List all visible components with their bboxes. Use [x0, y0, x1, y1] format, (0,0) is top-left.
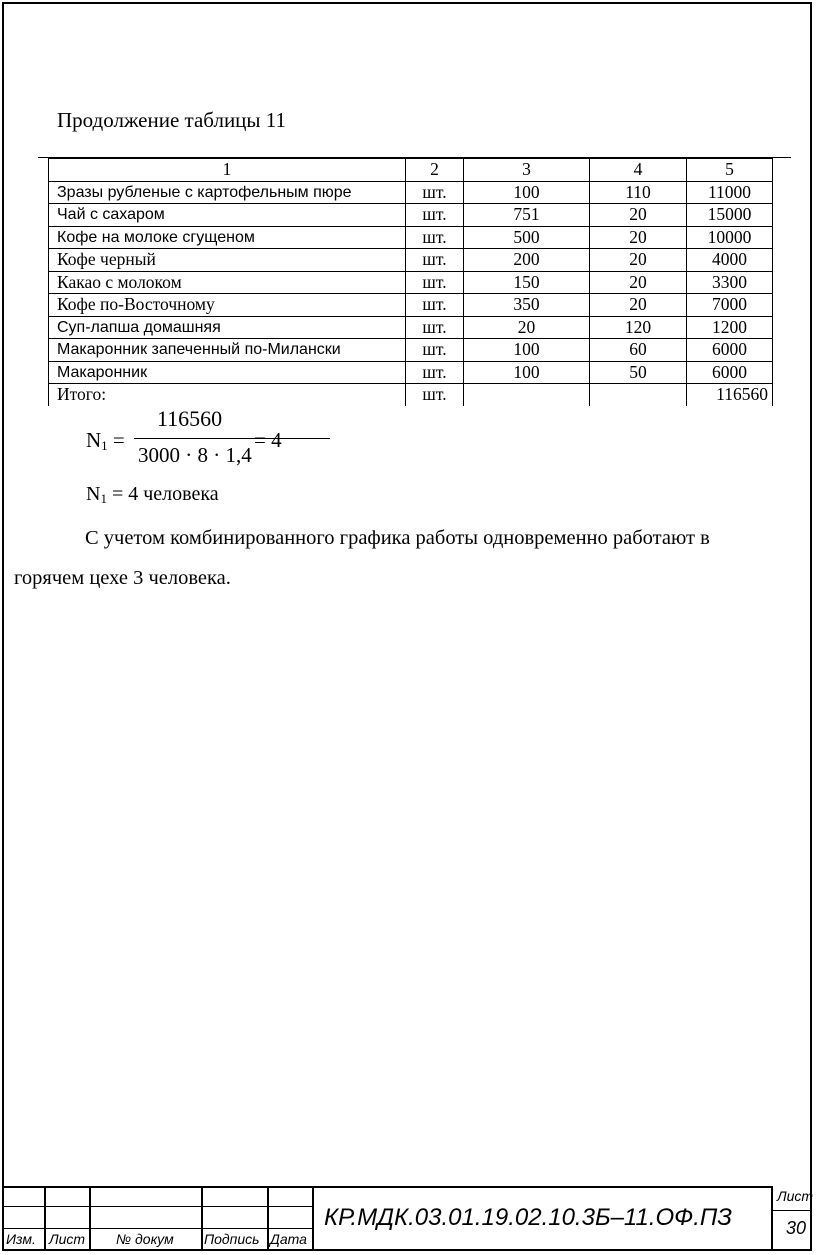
- table-row: [49, 226, 773, 249]
- formula-denominator: 3000 · 8 · 1,4: [138, 443, 252, 467]
- total-label: Итого:: [49, 384, 406, 406]
- norm-cell: 20: [590, 249, 687, 272]
- table-header-cell: 4: [590, 159, 687, 182]
- table-row: [49, 271, 773, 294]
- quantity-cell: 20: [464, 316, 590, 339]
- total-cell: 4000: [687, 249, 773, 272]
- label-doc-number: № докум: [116, 1231, 174, 1247]
- quantity-cell: 500: [464, 226, 590, 249]
- formula-result: = 4: [254, 428, 282, 452]
- dish-name: Суп-лапша домашняя: [49, 316, 406, 339]
- table-continuation-heading: Продолжение таблицы 11: [57, 108, 287, 132]
- table-row: [49, 361, 773, 384]
- unit-cell: шт.: [406, 249, 464, 272]
- dish-name: Макаронник запеченный по-Милански: [49, 339, 406, 362]
- quantity-cell: [464, 384, 590, 406]
- title-block-top-line: [2, 1186, 772, 1188]
- table-total-row: [49, 384, 773, 406]
- table-row: [49, 339, 773, 362]
- table-header-cell: 2: [406, 159, 464, 182]
- total-cell: 11000: [687, 181, 773, 204]
- quantity-cell: 150: [464, 271, 590, 294]
- quantity-cell: 350: [464, 294, 590, 317]
- norm-cell: 60: [590, 339, 687, 362]
- unit-cell: шт.: [406, 204, 464, 227]
- total-cell: 1200: [687, 316, 773, 339]
- conclusion-paragraph: С учетом комбинированного графика работы одновременно работают в горячем цехе 3 человека.: [14, 527, 710, 589]
- total-cell: 6000: [687, 361, 773, 384]
- norm-cell: 20: [590, 204, 687, 227]
- table-row: [49, 249, 773, 272]
- grand-total-cell: 116560: [687, 384, 773, 406]
- total-cell: 3300: [687, 271, 773, 294]
- quantity-cell: 100: [464, 339, 590, 362]
- table-row: [49, 204, 773, 227]
- unit-cell: шт.: [406, 339, 464, 362]
- dish-name: Зразы рубленые с картофельным пюре: [49, 181, 406, 204]
- dish-name: Какао с молоком: [49, 271, 406, 294]
- title-block: [2, 1186, 812, 1251]
- quantity-cell: 100: [464, 361, 590, 384]
- total-cell: 10000: [687, 226, 773, 249]
- norm-cell: 20: [590, 271, 687, 294]
- data-table: [48, 158, 773, 406]
- sheet-number: 30: [786, 1218, 807, 1238]
- title-block-column-line: [312, 1186, 314, 1249]
- table-header-cell: 3: [464, 159, 590, 182]
- label-date: Дата: [270, 1231, 307, 1247]
- dish-name: Кофе на молоке сгущеном: [49, 226, 406, 249]
- unit-cell: шт.: [406, 226, 464, 249]
- table-row: [49, 316, 773, 339]
- title-block-column-line: [267, 1186, 269, 1249]
- title-block-column-line: [771, 1186, 773, 1249]
- dish-name: Кофе черный: [49, 249, 406, 272]
- dish-name: Макаронник: [49, 361, 406, 384]
- quantity-cell: 751: [464, 204, 590, 227]
- norm-cell: 20: [590, 294, 687, 317]
- formula-numerator: 116560: [157, 406, 223, 431]
- table-header-row: [49, 159, 773, 182]
- unit-cell: шт.: [406, 271, 464, 294]
- title-block-column-line: [89, 1186, 91, 1249]
- formula-lhs: $N_1$ =: [86, 428, 125, 453]
- title-block-sheet-line: [772, 1210, 812, 1211]
- title-block-column-line: [201, 1186, 203, 1249]
- workers-formula: [86, 405, 386, 465]
- total-cell: 7000: [687, 294, 773, 317]
- document-code: КР.МДК.03.01.19.02.10.3Б–11.ОФ.ПЗ: [324, 1204, 733, 1231]
- table-row: [49, 181, 773, 204]
- total-cell: 6000: [687, 339, 773, 362]
- label-sheet: Лист: [49, 1231, 86, 1247]
- norm-cell: 20: [590, 226, 687, 249]
- norm-cell: [590, 384, 687, 406]
- unit-cell: шт.: [406, 181, 464, 204]
- table-header-cell: 1: [49, 159, 406, 182]
- quantity-cell: 100: [464, 181, 590, 204]
- title-block-column-line: [44, 1186, 46, 1249]
- table-header-cell: 5: [687, 159, 773, 182]
- sheet-label: Лист: [777, 1188, 814, 1204]
- quantity-cell: 200: [464, 249, 590, 272]
- norm-cell: 120: [590, 316, 687, 339]
- table-row: [49, 294, 773, 317]
- unit-cell: шт.: [406, 316, 464, 339]
- fraction-bar: [134, 438, 330, 439]
- label-change: Изм.: [6, 1231, 36, 1247]
- workers-result: $N_1 = 4$ человека: [86, 483, 219, 506]
- unit-cell: шт.: [406, 361, 464, 384]
- norm-cell: 110: [590, 181, 687, 204]
- dish-name: Чай с сахаром: [49, 204, 406, 227]
- dish-name: Кофе по-Восточному: [49, 294, 406, 317]
- label-signature: Подпись: [204, 1231, 260, 1247]
- unit-cell: шт.: [406, 384, 464, 406]
- unit-cell: шт.: [406, 294, 464, 317]
- norm-cell: 50: [590, 361, 687, 384]
- total-cell: 15000: [687, 204, 773, 227]
